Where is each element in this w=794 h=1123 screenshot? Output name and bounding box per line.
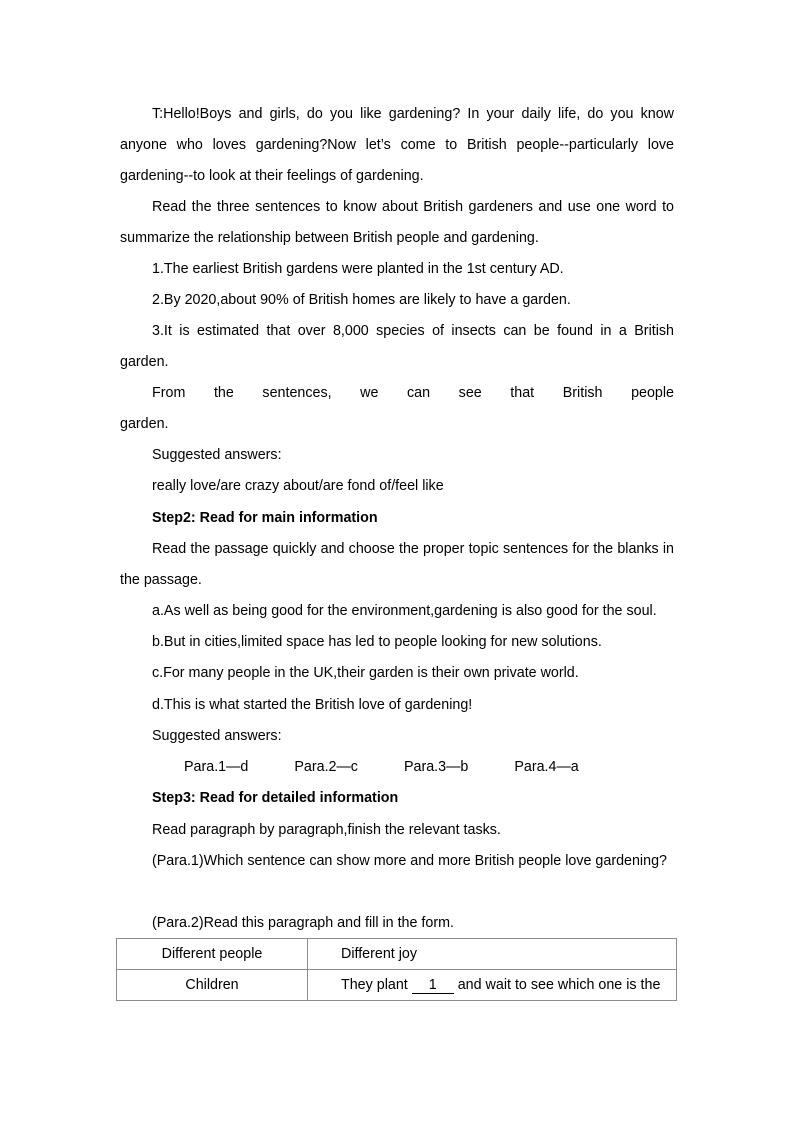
step2-heading: Step2: Read for main information [152, 510, 378, 526]
row-person-children: Children [117, 970, 308, 1001]
sentence-3: 3.It is estimated that over 8,000 species of insects can be found in a British garden. [120, 323, 674, 370]
option-a: a.As well as being good for the environment,gardening is also good for the soul. [152, 603, 657, 619]
step2-suggested-label: Suggested answers: [152, 728, 282, 744]
header-different-people: Different people [117, 939, 308, 970]
step3-heading: Step3: Read for detailed information [152, 790, 399, 806]
answer-para-1: Para.1—d [184, 759, 249, 775]
question-para-2: (Para.2)Read this paragraph and fill in the form. [152, 915, 454, 931]
suggested-answers-label: Suggested answers: [152, 447, 282, 463]
joy-text-after: and wait to see which one is the [457, 976, 661, 993]
answer-para-2: Para.2—c [294, 759, 358, 775]
instruction-paragraph: Read the three sentences to know about British gardeners and use one word to summarize the relationship between British people and gardening. [120, 199, 674, 246]
from-sentence-end: garden. [120, 416, 169, 432]
option-c: c.For many people in the UK,their garden is their own private world. [152, 665, 579, 681]
row-joy-cell [308, 970, 677, 1001]
option-b: b.But in cities,limited space has led to people looking for new solutions. [152, 634, 602, 650]
blank-1[interactable]: 1 [412, 978, 454, 994]
sentence-1: 1.The earliest British gardens were planted in the 1st century AD. [152, 261, 564, 277]
fill-in-form-table [116, 938, 677, 1001]
step2-instruction: Read the passage quickly and choose the proper topic sentences for the blanks in the passage. [120, 541, 674, 588]
joy-text-before: They plant [341, 976, 408, 993]
header-different-joy: Different joy [308, 939, 677, 970]
from-sentence-line: From the sentences, we can see that British people [152, 385, 674, 401]
table-header-row [117, 939, 677, 970]
intro-paragraph: T:Hello!Boys and girls, do you like gardening? In your daily life, do you know anyone who loves gardening?Now let’s come to British people--particularly love gardening--to look at their feelings of gardening. [120, 106, 674, 184]
suggested-answer: really love/are crazy about/are fond of/feel like [152, 478, 444, 494]
step3-instruction: Read paragraph by paragraph,finish the relevant tasks. [152, 822, 501, 838]
answer-para-3: Para.3—b [403, 759, 469, 775]
step2-answers [120, 752, 674, 783]
question-para-1: (Para.1)Which sentence can show more and more British people love gardening? [152, 853, 667, 869]
option-d: d.This is what started the British love of gardening! [152, 697, 473, 713]
table-row [117, 970, 677, 1001]
answer-para-4: Para.4—a [514, 759, 579, 775]
sentence-2: 2.By 2020,about 90% of British homes are likely to have a garden. [152, 292, 571, 308]
